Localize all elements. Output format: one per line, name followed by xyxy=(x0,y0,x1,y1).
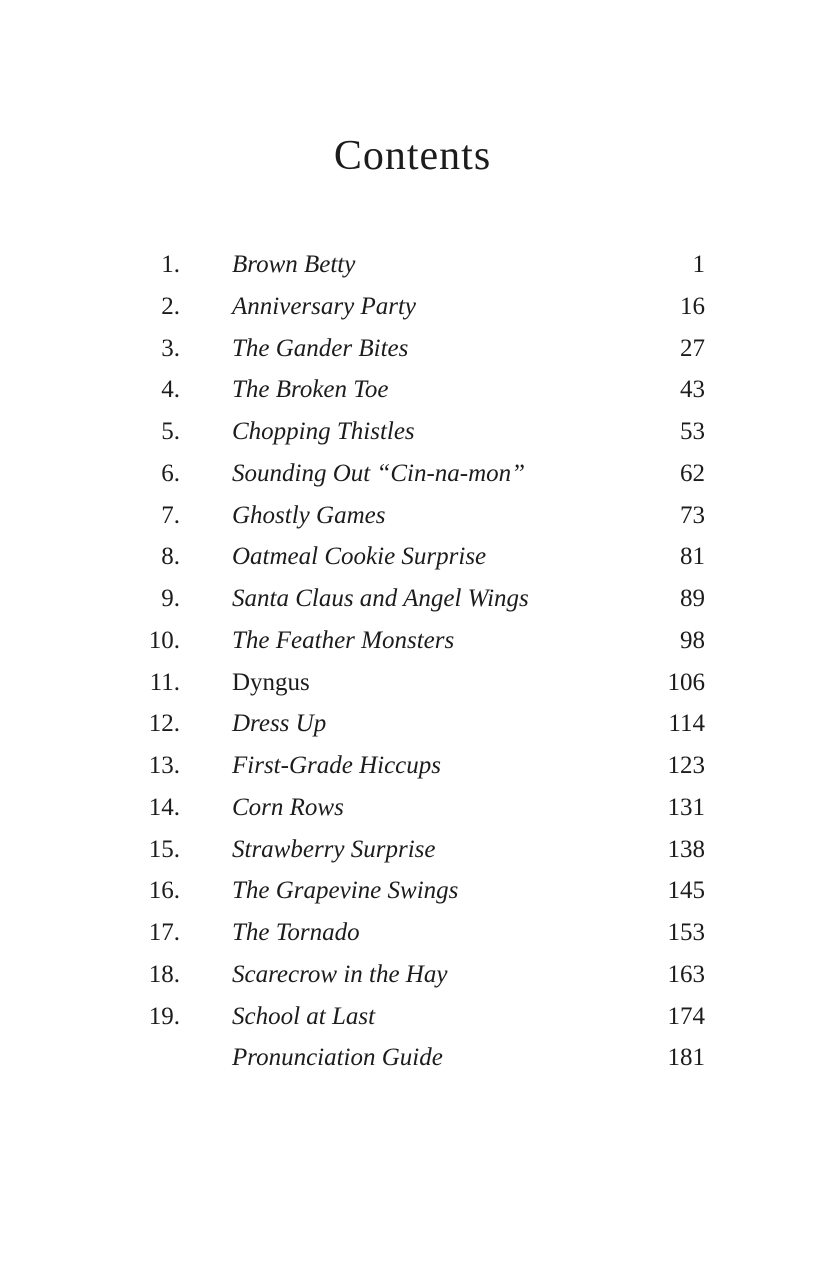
toc-entry-number: 6. xyxy=(161,459,180,487)
toc-entry-number: 3. xyxy=(161,334,180,362)
toc-entry-number: 18. xyxy=(148,960,180,988)
toc-entry xyxy=(132,954,705,996)
toc-entry-title: Ghostly Games xyxy=(232,501,386,529)
toc-entry-title: Strawberry Surprise xyxy=(232,835,436,863)
toc-entry-title: Anniversary Party xyxy=(232,292,416,320)
toc-entry xyxy=(132,829,705,871)
toc-entry xyxy=(132,453,705,495)
toc-entry-page-number: 98 xyxy=(680,626,705,654)
toc-entry-number: 9. xyxy=(161,585,180,612)
toc-entry-title: The Feather Monsters xyxy=(232,626,455,654)
table-of-contents xyxy=(132,244,705,1079)
toc-entry-title: The Tornado xyxy=(232,919,360,946)
toc-entry xyxy=(132,495,705,537)
toc-entry-page-number: 73 xyxy=(680,501,705,529)
toc-entry-title: The Broken Toe xyxy=(232,376,389,404)
toc-entry xyxy=(132,703,705,745)
toc-entry xyxy=(132,870,705,912)
toc-entry-number: 2. xyxy=(161,292,180,320)
toc-entry-number: 7. xyxy=(161,501,180,529)
toc-entry-page-number: 163 xyxy=(667,960,705,988)
toc-entry xyxy=(132,578,705,620)
toc-entry-title: Scarecrow in the Hay xyxy=(232,960,448,988)
toc-entry xyxy=(132,244,705,286)
toc-entry-number: 4. xyxy=(161,376,180,404)
toc-entry xyxy=(132,620,705,662)
toc-entry-title: Corn Rows xyxy=(232,793,344,821)
toc-entry-title: The Grapevine Swings xyxy=(232,877,459,905)
toc-entry-title: First-Grade Hiccups xyxy=(232,752,441,779)
toc-entry-number: 13. xyxy=(148,752,180,779)
toc-entry-title: Oatmeal Cookie Surprise xyxy=(232,543,487,571)
toc-entry-page-number: 89 xyxy=(680,585,705,612)
toc-entry-page-number: 131 xyxy=(667,793,705,821)
toc-entry xyxy=(132,996,705,1038)
toc-entry xyxy=(132,411,705,453)
toc-entry-number: 16. xyxy=(148,877,180,905)
toc-entry xyxy=(132,369,705,411)
toc-entry-number: 19. xyxy=(148,1002,180,1030)
toc-entry-title: Pronunciation Guide xyxy=(232,1044,443,1072)
toc-entry xyxy=(132,328,705,370)
toc-entry-page-number: 123 xyxy=(667,752,705,779)
toc-entry-title: Chopping Thistles xyxy=(232,418,415,445)
toc-entry-number: 10. xyxy=(148,626,180,654)
toc-entry-number: 15. xyxy=(148,835,180,863)
toc-entry xyxy=(132,787,705,829)
toc-entry-title: Dyngus xyxy=(232,668,310,696)
toc-entry-page-number: 138 xyxy=(667,835,705,863)
toc-entry-number: 17. xyxy=(148,919,180,946)
toc-entry-number: 5. xyxy=(161,418,180,445)
toc-entry-page-number: 174 xyxy=(667,1002,705,1030)
toc-entry-page-number: 106 xyxy=(667,668,705,696)
toc-entry xyxy=(132,745,705,787)
toc-entry-page-number: 43 xyxy=(680,376,705,404)
toc-entry xyxy=(132,662,705,704)
toc-entry-number: 12. xyxy=(148,710,180,738)
toc-entry-page-number: 27 xyxy=(680,334,705,362)
toc-entry-page-number: 1 xyxy=(692,251,705,278)
toc-entry-number: 11. xyxy=(149,668,180,696)
toc-entry-number: 14. xyxy=(148,793,180,821)
toc-entry-page-number: 81 xyxy=(680,543,705,571)
toc-entry xyxy=(132,1037,705,1079)
toc-entry-page-number: 114 xyxy=(668,710,705,738)
toc-entry-number: 1. xyxy=(161,251,180,278)
toc-entry-title: Santa Claus and Angel Wings xyxy=(232,585,529,612)
toc-entry-number: 8. xyxy=(161,543,180,571)
page-title: Contents xyxy=(333,133,492,179)
toc-entry-page-number: 145 xyxy=(667,877,705,905)
toc-entry-page-number: 153 xyxy=(667,919,705,946)
toc-entry-page-number: 62 xyxy=(680,459,705,487)
toc-entry-page-number: 16 xyxy=(680,292,705,320)
toc-entry-title: Sounding Out “Cin-na-mon” xyxy=(232,459,526,487)
toc-entry-page-number: 53 xyxy=(680,418,705,445)
toc-entry-title: School at Last xyxy=(232,1002,376,1030)
toc-entry-page-number: 181 xyxy=(667,1044,705,1072)
toc-entry-title: Dress Up xyxy=(232,710,327,738)
toc-entry xyxy=(132,286,705,328)
toc-entry xyxy=(132,536,705,578)
toc-entry-title: The Gander Bites xyxy=(232,334,409,362)
toc-entry-title: Brown Betty xyxy=(232,251,356,278)
toc-entry xyxy=(132,912,705,954)
